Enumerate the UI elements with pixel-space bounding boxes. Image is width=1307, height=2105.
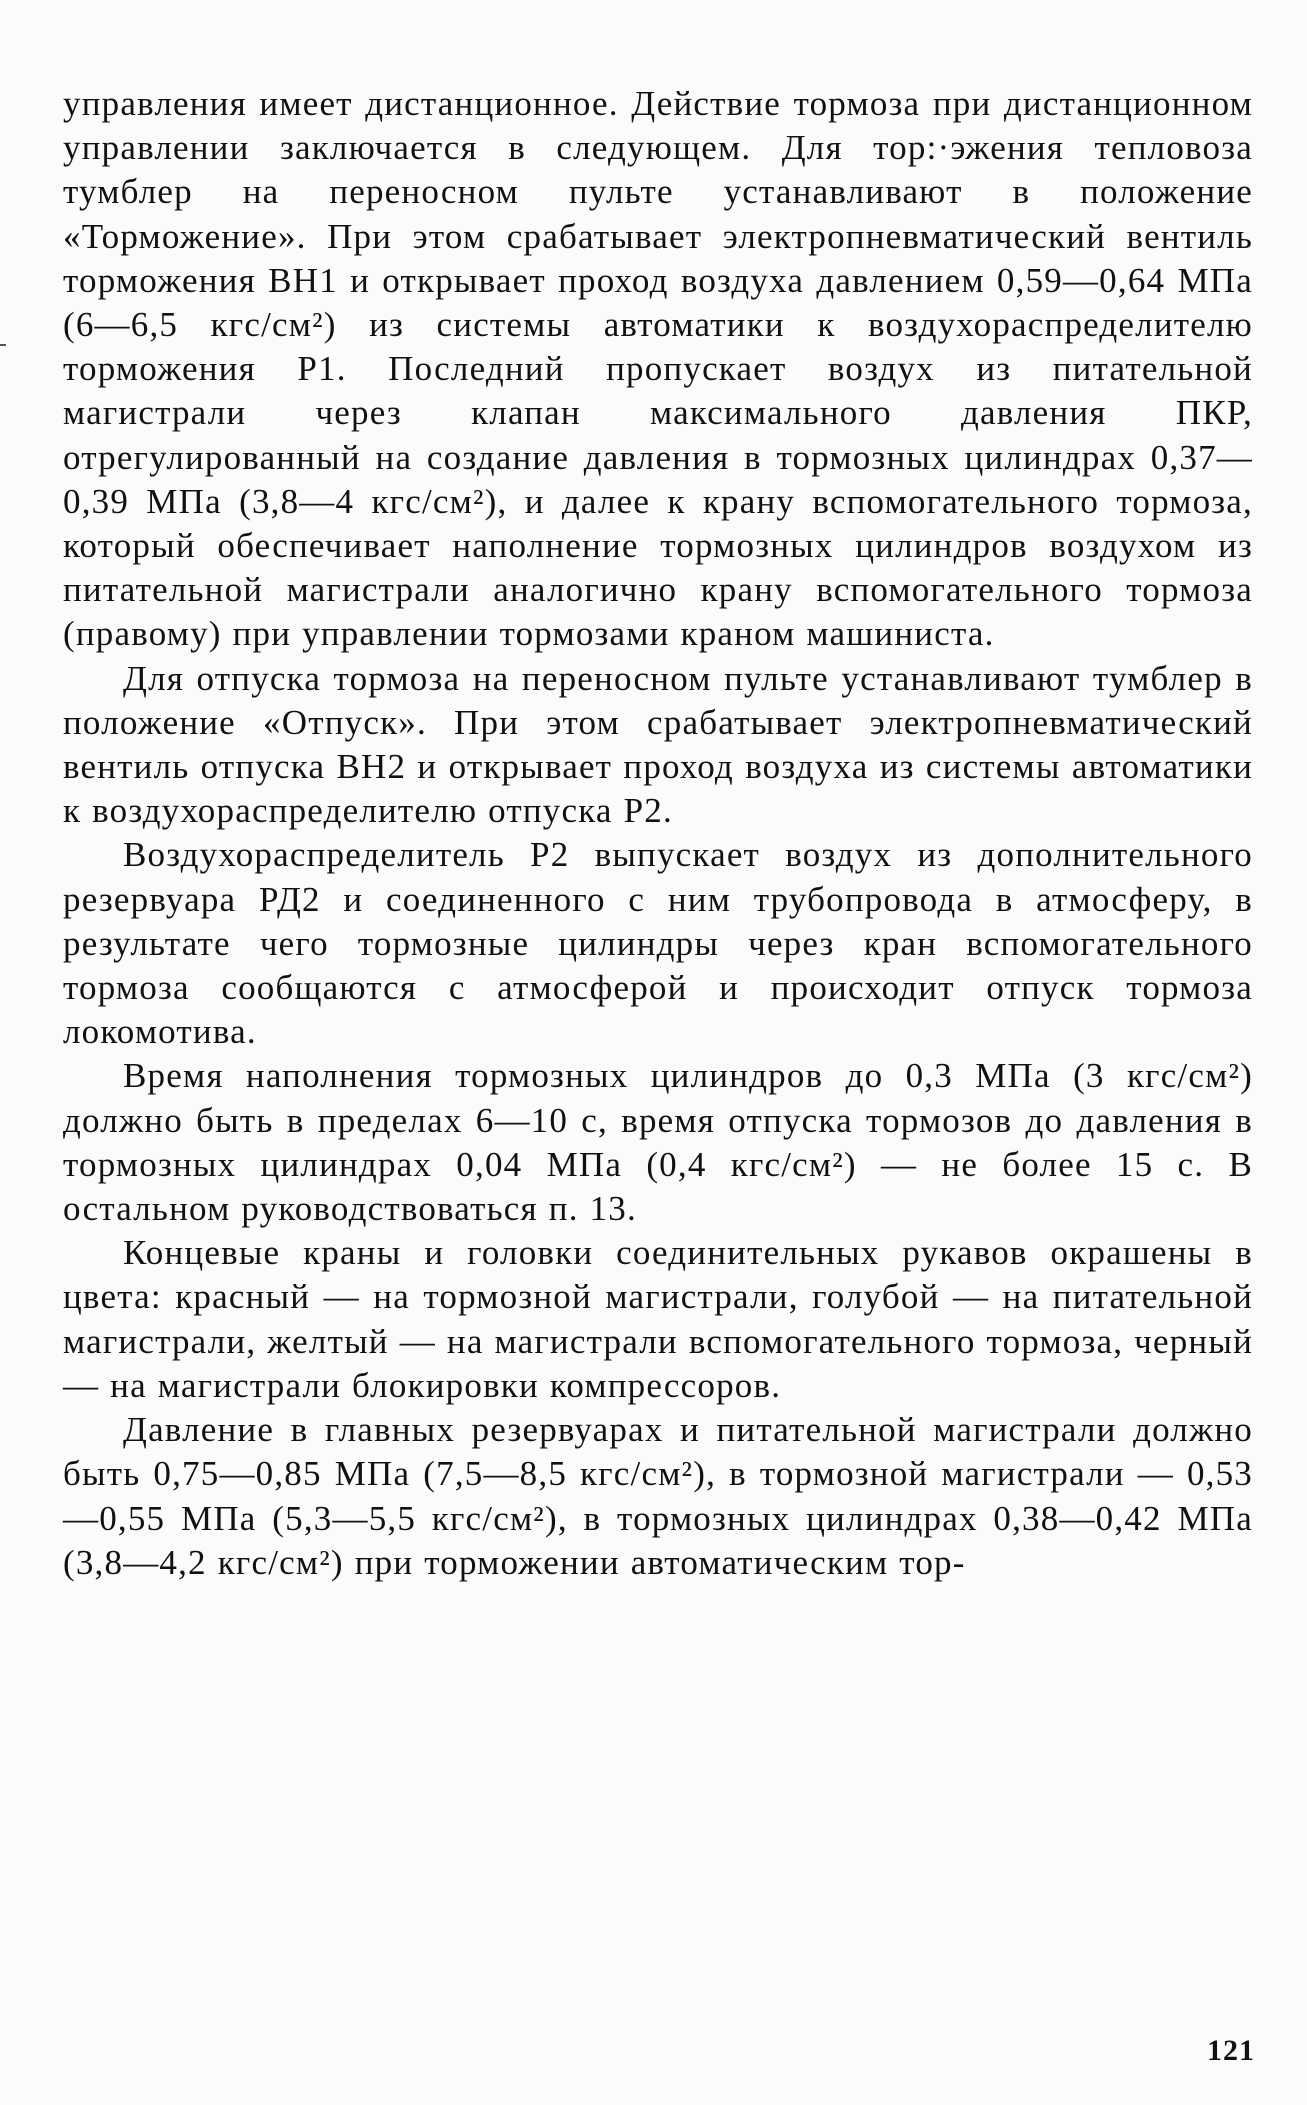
page-number: 121 [1207, 2034, 1255, 2067]
paragraph-remote-control: управления имеет дистанционное. Действие тормоза при дистанционном управлении заключается в следующем. Для тор:·эжения тепловоза тумблер на переносном пульте устанавливают в положение «Торможение». При этом срабатывает электропневматический вентиль торможения ВН1 и открывает проход воздуха давлением 0,59—0,64 МПа (6—6,5 кгс/см²) из системы автоматики к воздухораспределителю торможения Р1. Последний пропускает воздух из питательной магистрали через клапан максимального давления ПКР, отрегулированный на создание давления в тормозных цилиндрах 0,37—0,39 МПа (3,8—4 кгс/см²), и далее к крану вспомогательного тормоза, который обеспечивает наполнение тормозных цилиндров воздухом из питательной магистрали аналогично крану вспомогательного тормоза (правому) при управлении тормозами краном машиниста. [63, 84, 1253, 654]
paragraph-distributor-r2: Воздухораспределитель Р2 выпускает воздух из дополнительного резервуара РД2 и соединенного с ним трубопровода в атмосферу, в результате чего тормозные цилиндры через кран вспомогательного тормоза сообщаются с атмосферой и происходит отпуск тормоза локомотива. [63, 835, 1253, 1052]
body-text [63, 82, 1253, 1585]
paragraph-release: Для отпуска тормоза на переносном пульте устанавливают тумблер в положение «Отпуск». При этом срабатывает электропневматический вентиль отпуска ВН2 и открывает проход воздуха из системы автоматики к воздухораспределителю отпуска Р2. [63, 658, 1253, 831]
paragraph-colors: Концевые краны и головки соединительных рукавов окрашены в цвета: красный — на тормозной магистрали, голубой — на питательной магистрали, желтый — на магистрали вспомогательного тормоза, черный — на магистрали блокировки компрессоров. [63, 1233, 1253, 1405]
paragraph-fill-time: Время наполнения тормозных цилиндров до 0,3 МПа (3 кгс/см²) должно быть в пределах 6—10 с, время отпуска тормозов до давления в тормозных цилиндрах 0,04 МПа (0,4 кгс/см²) — не более 15 с. В остальном руководствоваться п. 13. [63, 1056, 1253, 1229]
paragraph-pressure: Давление в главных резервуарах и питательной магистрали должно быть 0,75—0,85 МПа (7,5—8,5 кгс/см²), в тормозной магистрали — 0,53—0,55 МПа (5,3—5,5 кгс/см²), в тормозных цилиндрах 0,38—0,42 МПа (3,8—4,2 кгс/см²) при торможении автоматическим тор- [63, 1410, 1253, 1582]
margin-mark [0, 344, 6, 346]
